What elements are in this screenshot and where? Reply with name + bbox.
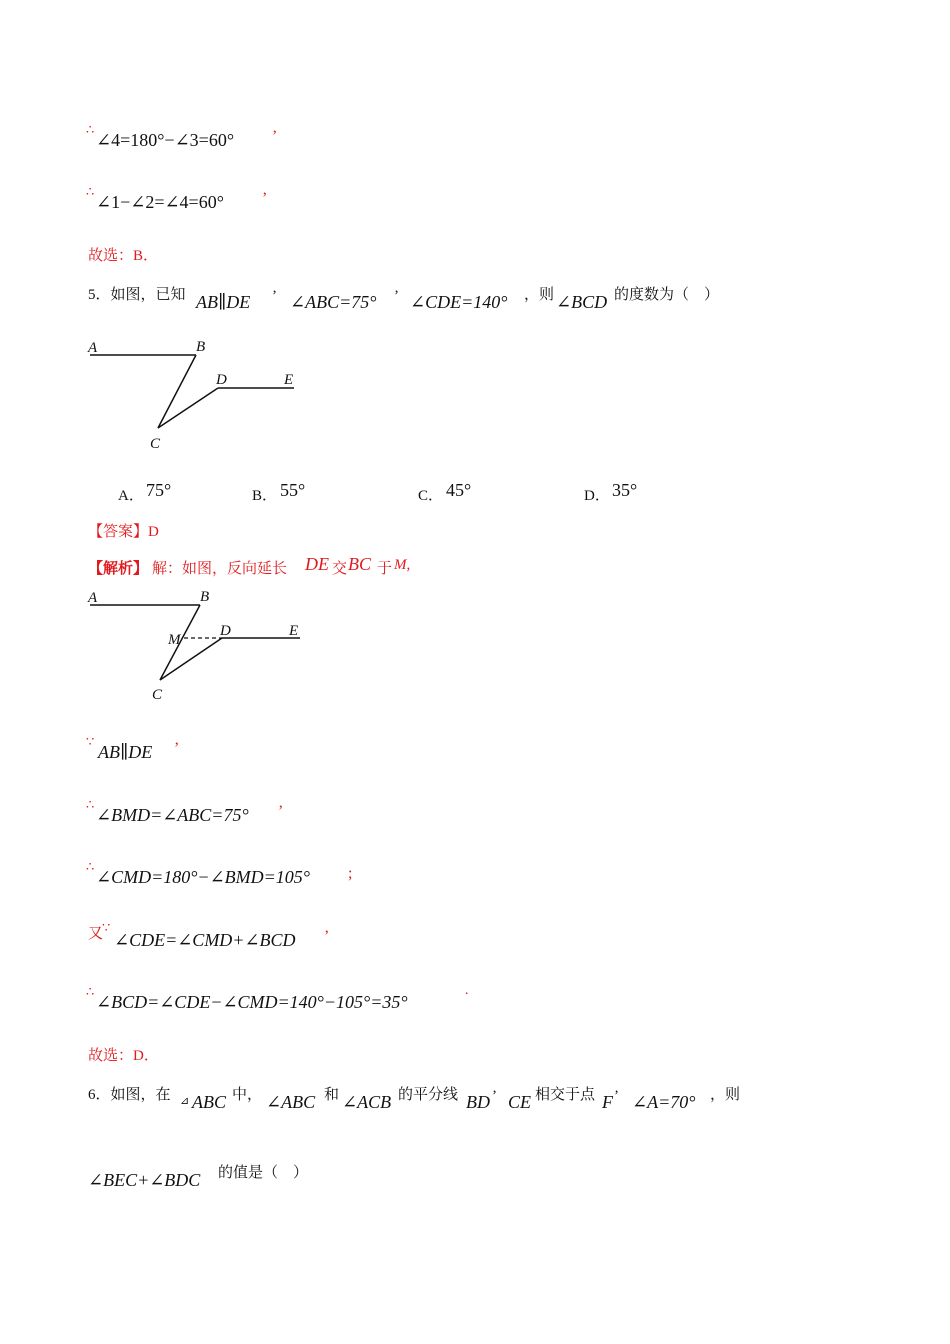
- q6-angle-acb: ∠ACB: [342, 1092, 392, 1112]
- q6-he: 和: [324, 1087, 340, 1103]
- label-e: E: [289, 623, 299, 639]
- comma-mark: ’: [262, 190, 268, 207]
- q5-then: ，则: [524, 287, 555, 303]
- q6-tail: 的值是（ ）: [218, 1165, 309, 1181]
- triangle-icon: ⊿: [180, 1095, 190, 1107]
- q5-condition-cde: ∠CDE=140°: [410, 292, 508, 312]
- step-parallel: AB∥DE: [98, 742, 153, 762]
- option-a-label: A．: [118, 488, 144, 504]
- q6-zhong: 中，: [232, 1087, 263, 1103]
- comma-mark: ’: [278, 803, 284, 820]
- label-c: C: [150, 436, 161, 452]
- separator: ’: [492, 1088, 497, 1104]
- comma-mark: ’: [174, 740, 180, 757]
- answer-tag: 【答案】D: [88, 524, 159, 540]
- label-d: D: [216, 372, 227, 388]
- because-symbol: ∵: [102, 920, 111, 935]
- segment-cd: [158, 388, 218, 428]
- figure-q5: [84, 336, 314, 456]
- separator: ’: [614, 1088, 619, 1104]
- q6-triangle: ABC: [192, 1092, 226, 1112]
- step-bmd: ∠BMD=∠ABC=75°: [96, 805, 249, 825]
- q5-target-angle: ∠BCD: [556, 292, 608, 312]
- label-b: B: [200, 589, 210, 605]
- step-again-prefix: 又: [88, 926, 104, 942]
- q6-point-f: F: [602, 1092, 613, 1112]
- q6-then: ，则: [710, 1087, 741, 1103]
- question-5-number: 5．如图，已知: [88, 287, 186, 303]
- q5-condition-abc: ∠ABC=75°: [290, 292, 377, 312]
- equation-angle-diff: ∠1−∠2=∠4=60°: [96, 192, 224, 212]
- option-d-label: D．: [584, 488, 610, 504]
- step-cmd: ∠CMD=180°−∠BMD=105°: [96, 867, 310, 887]
- option-c-value: 45°: [446, 480, 472, 500]
- label-a: A: [88, 590, 98, 606]
- therefore-symbol: ∴: [86, 184, 95, 199]
- because-symbol: ∵: [86, 734, 95, 749]
- semicolon-mark: ;: [348, 865, 353, 882]
- q6-bisector-text: 的平分线: [398, 1087, 459, 1103]
- q6-bd: BD: [466, 1092, 490, 1112]
- label-c: C: [152, 687, 163, 703]
- comma-mark: ’: [272, 128, 278, 145]
- analysis-tag: 【解析】: [88, 561, 149, 577]
- analysis-yu: 于: [377, 561, 393, 577]
- option-b-label: B．: [252, 488, 278, 504]
- analysis-m: M,: [394, 557, 411, 573]
- option-b-value: 55°: [280, 480, 306, 500]
- period-mark: ˙: [464, 990, 470, 1007]
- analysis-bc: BC: [348, 554, 372, 574]
- label-d: D: [220, 623, 231, 639]
- conclusion-d: 故选：D．: [88, 1048, 159, 1064]
- segment-bc: [158, 355, 196, 428]
- label-e: E: [284, 372, 294, 388]
- analysis-text: 解：如图，反向延长: [152, 561, 288, 577]
- therefore-symbol: ∴: [86, 859, 95, 874]
- q5-condition-parallel: AB∥DE: [196, 292, 251, 312]
- analysis-jiao: 交: [332, 561, 348, 577]
- step-bcd-result: ∠BCD=∠CDE−∠CMD=140°−105°=35°: [96, 992, 408, 1012]
- q6-intersect-text: 相交于点: [535, 1087, 596, 1103]
- separator: ’: [272, 288, 277, 304]
- option-d-value: 35°: [612, 480, 638, 500]
- label-a: A: [88, 340, 98, 356]
- comma-mark: ’: [324, 928, 330, 945]
- conclusion-b: 故选：B．: [88, 248, 159, 264]
- q6-expression: ∠BEC+∠BDC: [88, 1170, 201, 1190]
- therefore-symbol: ∴: [86, 122, 95, 137]
- option-c-label: C．: [418, 488, 444, 504]
- separator: ’: [394, 288, 399, 304]
- question-6-number: 6．如图，在: [88, 1087, 171, 1103]
- label-m: M: [168, 632, 181, 648]
- therefore-symbol: ∴: [86, 984, 95, 999]
- q6-angle-a: ∠A=70°: [632, 1092, 696, 1112]
- figure-analysis: [84, 586, 314, 706]
- q6-angle-abc: ∠ABC: [266, 1092, 316, 1112]
- q5-tail: 的度数为（ ）: [614, 287, 720, 303]
- analysis-de: DE: [305, 554, 329, 574]
- step-cde-sum: ∠CDE=∠CMD+∠BCD: [114, 930, 296, 950]
- label-b: B: [196, 339, 206, 355]
- option-a-value: 75°: [146, 480, 172, 500]
- therefore-symbol: ∴: [86, 797, 95, 812]
- q6-ce: CE: [508, 1092, 532, 1112]
- equation-angle4: ∠4=180°−∠3=60°: [96, 130, 235, 150]
